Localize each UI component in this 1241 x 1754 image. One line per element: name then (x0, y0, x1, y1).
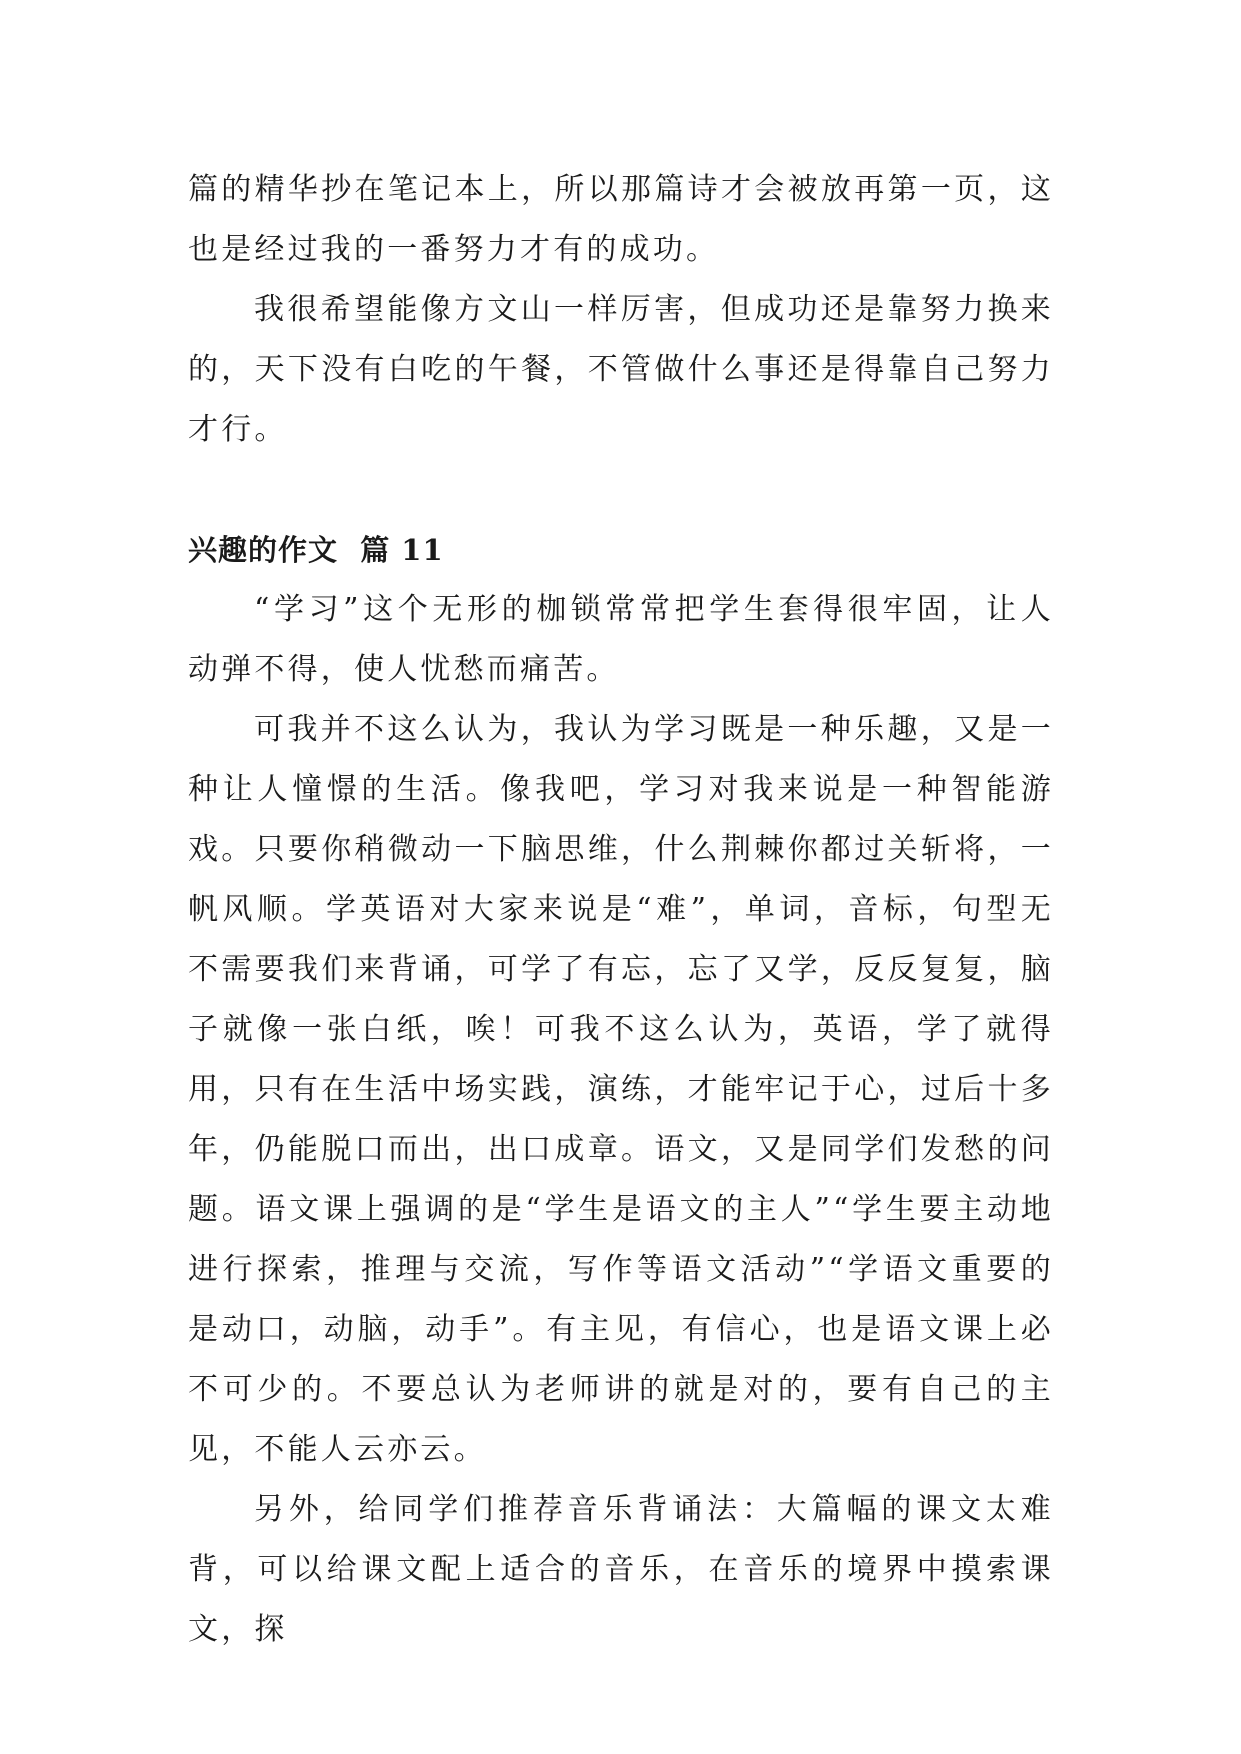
body-paragraph: 另外，给同学们推荐音乐背诵法：大篇幅的课文太难背，可以给课文配上适合的音乐，在音乐的境界中摸索课文，探 (188, 1492, 1054, 1647)
section-heading: 兴趣的作文 篇 11 (188, 533, 444, 567)
body-paragraph: 篇的精华抄在笔记本上，所以那篇诗才会被放再第一页，这也是经过我的一番努力才有的成功。 (188, 172, 1054, 267)
body-paragraph: 我很希望能像方文山一样厉害，但成功还是靠努力换来的，天下没有白吃的午餐，不管做什么事还是得靠自己努力才行。 (188, 292, 1054, 447)
body-paragraph: 可我并不这么认为，我认为学习既是一种乐趣，又是一种让人憧憬的生活。像我吧，学习对我来说是一种智能游戏。只要你稍微动一下脑思维，什么荆棘你都过关斩将，一帆风顺。学英语对大家来说是“难”，单词，音标，句型无不需要我们来背诵，可学了有忘，忘了又学，反反复复，脑子就像一张白纸，唉！可我不这么认为，英语，学了就得用，只有在生活中场实践，演练，才能牢记于心，过后十多年，仍能脱口而出，出口成章。语文，又是同学们发愁的问题。语文课上强调的是“学生是语文的主人”“学生要主动地进行探索，推理与交流，写作等语文活动”“学语文重要的是动口，动脑，动手”。有主见，有信心，也是语文课上必不可少的。不要总认为老师讲的就是对的，要有自己的主见，不能人云亦云。 (188, 712, 1054, 1467)
document-page (188, 160, 1054, 1660)
body-paragraph: “学习”这个无形的枷锁常常把学生套得很牢固，让人动弹不得，使人忧愁而痛苦。 (188, 592, 1054, 687)
